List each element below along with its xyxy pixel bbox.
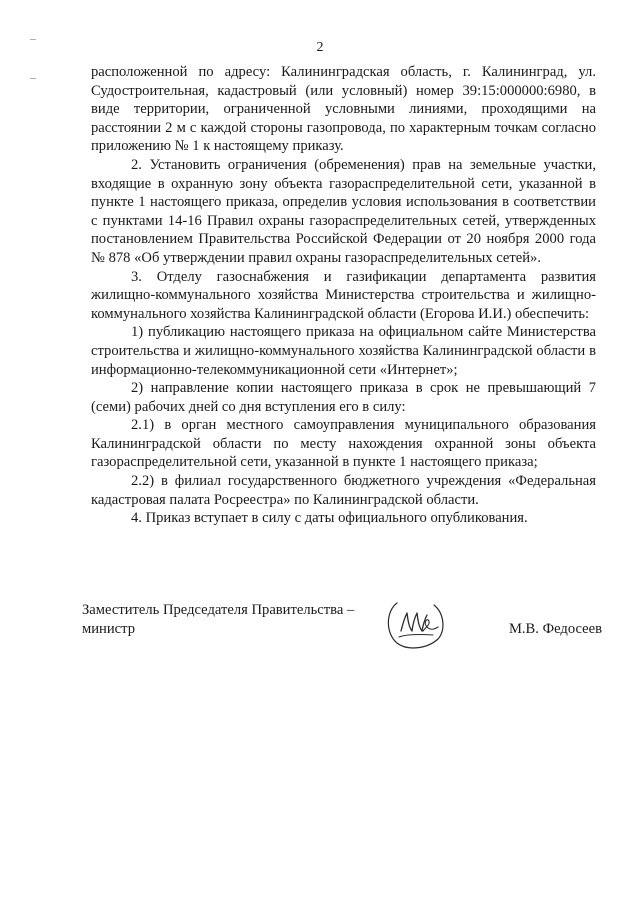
paragraph-item-4: 4. Приказ вступает в силу с даты официального опубликования. [131, 510, 528, 527]
signatory-name: М.В. Федосеев [508, 620, 602, 637]
document-body [91, 63, 596, 528]
margin-mark [30, 78, 36, 79]
paragraph-item-3-2-1: 2.1) в орган местного самоуправления муниципального образования Калининградской области по месту нахождения охранной зоны объекта газораспределительной сети, указанной в пункте 1 настоящего приказа; [91, 417, 596, 471]
paragraph-item-3-2: 2) направление копии настоящего приказа в срок не превышающий 7 (семи) рабочих дней со дня вступления его в силу: [91, 380, 596, 415]
signatory-position-line1: Заместитель Председателя Правительства – [82, 602, 355, 618]
paragraph-item-3: 3. Отделу газоснабжения и газификации департамента развития жилищно-коммунального хозяйства Министерства строительства и жилищно-коммунального хозяйства Калининградской области (Егорова И.И.) обеспечить: [91, 268, 596, 322]
paragraph-continuation: расположенной по адресу: Калининградская область, г. Калининград, ул. Судостроительная, кадастровый (или условный) номер 39:15:000000:6980, в виде территории, ограниченной условными линиями, проходящими на расстоянии 2 м с каждой стороны газопровода, по характерным точкам согласно приложению № 1 к настоящему приказу. [91, 64, 596, 155]
paragraph-item-3-2-2: 2.2) в филиал государственного бюджетного учреждения «Федеральная кадастровая палата Росреестра» по Калининградской области. [91, 473, 596, 508]
signature-block [82, 601, 602, 651]
signatory-position-line2: министр [82, 620, 135, 637]
signatory-position [82, 601, 382, 638]
paragraph-item-2: 2. Установить ограничения (обременения) прав на земельные участки, входящие в охранную зону объекта газораспределительной сети, указанной в пункте 1 настоящего приказа, определив условия использования в соответствии с пунктами 14-16 Правил охраны газораспределительных сетей, утвержденных постановлением Правительства Российской Федерации от 20 ноября 2000 года № 878 «Об утверждении правил охраны газораспределительных сетей». [91, 156, 596, 266]
page-number: 2 [316, 40, 324, 55]
handwritten-signature-image [383, 597, 447, 651]
paragraph-item-3-1: 1) публикацию настоящего приказа на официальном сайте Министерства строительства и жилищно-коммунального хозяйства Калининградской области в информационно-телекоммуникационной сети «Интернет»; [91, 324, 596, 378]
